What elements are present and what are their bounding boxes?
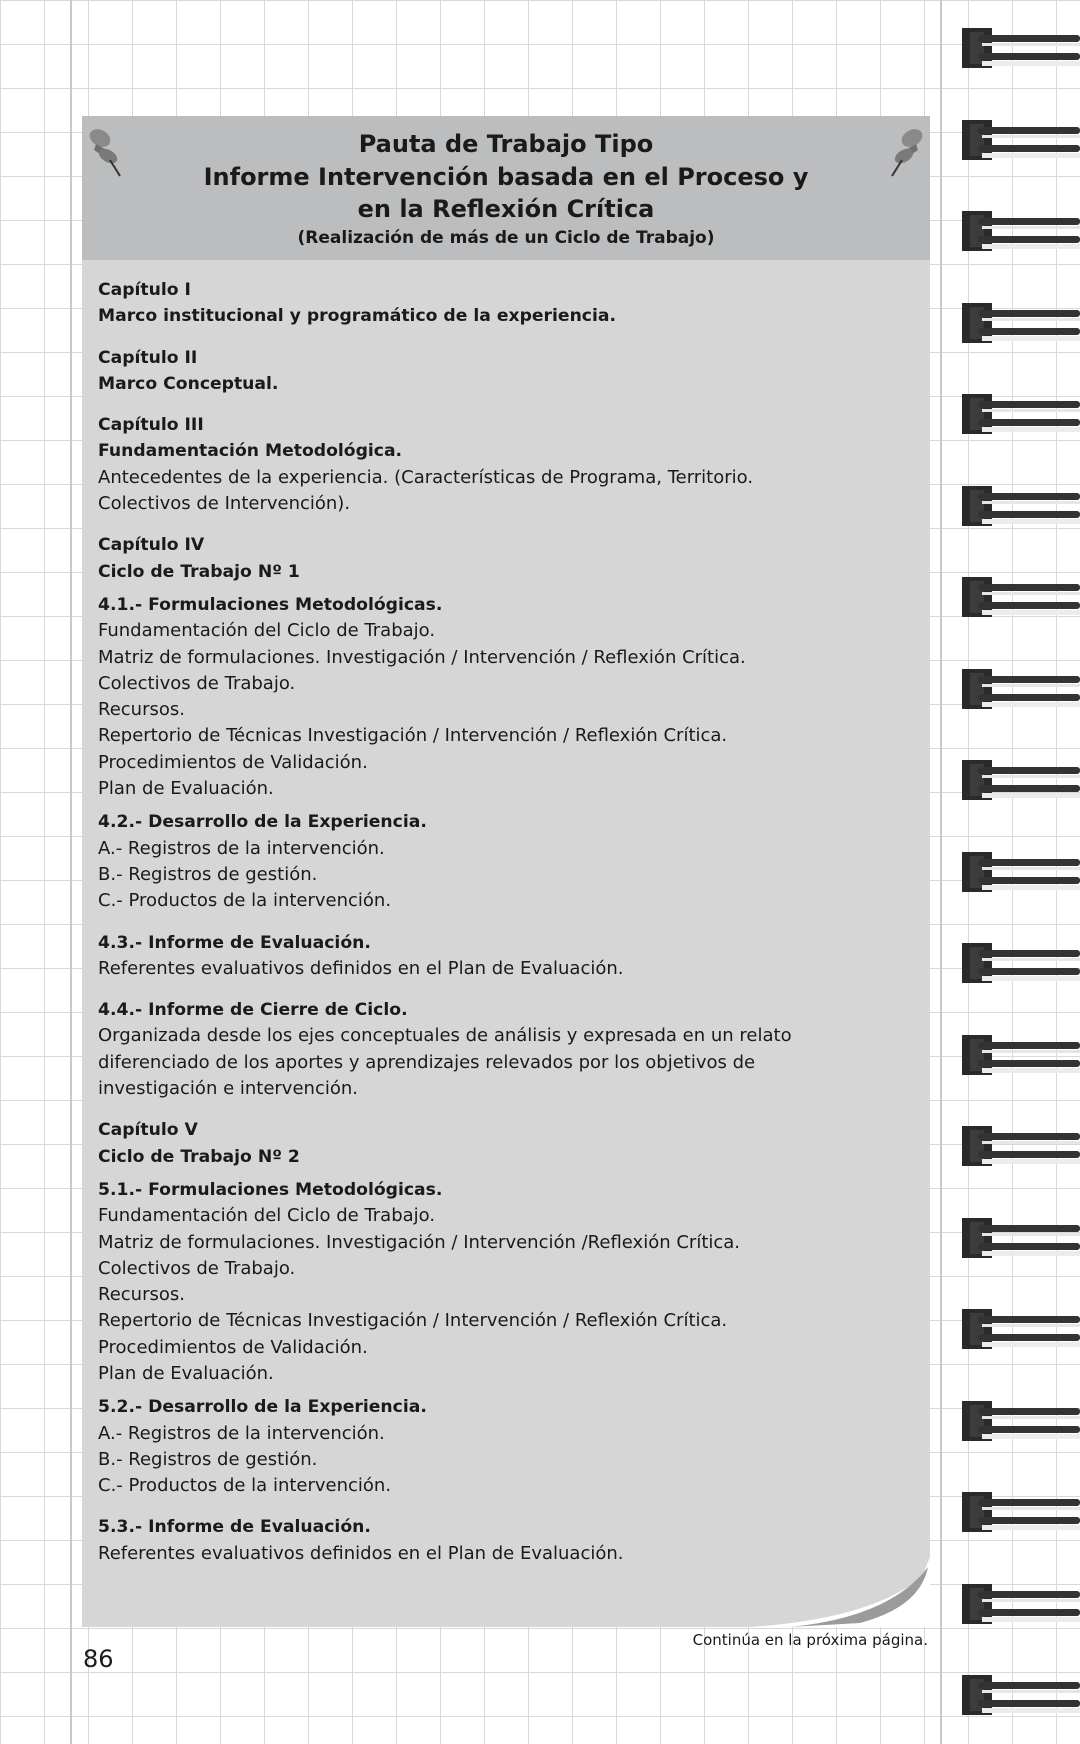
section-item: Plan de Evaluación.	[98, 778, 274, 800]
outline-section	[98, 1394, 930, 1499]
section-heading: Ciclo de Trabajo Nº 2	[98, 1146, 300, 1167]
spiral-ring-icon	[962, 209, 1080, 253]
panel-header	[82, 116, 930, 260]
section-item: Fundamentación del Ciclo de Trabajo.	[98, 1205, 436, 1227]
spiral-ring-icon	[962, 850, 1080, 894]
section-item: Colectivos de Intervención).	[98, 493, 351, 515]
section-item: Repertorio de Técnicas Investigación / Intervención / Reflexión Crítica.	[98, 1310, 728, 1332]
title-line: en la Reflexión Crítica	[357, 195, 655, 223]
spiral-ring-icon	[962, 1673, 1080, 1717]
spiral-ring-icon	[962, 758, 1080, 802]
outline-section	[98, 592, 930, 802]
section-item: C.- Productos de la intervención.	[98, 1475, 392, 1497]
section-heading: Capítulo IV	[98, 535, 205, 556]
title-line: Informe Intervención basada en el Proceso y	[203, 162, 809, 191]
continues-note: Continúa en la próxima página.	[692, 1631, 928, 1649]
spiral-ring-icon	[962, 1124, 1080, 1168]
spiral-ring-icon	[962, 1033, 1080, 1077]
page-curl	[750, 1557, 930, 1627]
outline-section	[98, 1117, 930, 1170]
outline-section	[98, 277, 930, 330]
section-heading: 5.3.- Informe de Evaluación.	[98, 1517, 371, 1538]
section-item: Procedimientos de Validación.	[98, 1336, 368, 1358]
section-heading: Marco institucional y programático de la experiencia.	[98, 306, 617, 327]
outline-section	[98, 1177, 930, 1387]
section-item: Organizada desde los ejes conceptuales de análisis y expresada en un relato	[98, 1025, 792, 1047]
section-item: A.- Registros de la intervención.	[98, 837, 385, 859]
section-item: B.- Registros de gestión.	[98, 863, 318, 885]
section-heading: Capítulo V	[98, 1120, 198, 1141]
margin-line-right	[940, 0, 942, 1744]
page-number: 86	[83, 1645, 114, 1673]
spiral-ring-icon	[962, 26, 1080, 70]
section-heading: 5.2.- Desarrollo de la Experiencia.	[98, 1397, 427, 1418]
section-item: Referentes evaluativos definidos en el Plan de Evaluación.	[98, 1542, 624, 1564]
section-item: Colectivos de Trabajo.	[98, 1257, 296, 1279]
note-panel	[82, 116, 930, 1627]
spiral-ring-icon	[962, 484, 1080, 528]
outline-content	[82, 260, 930, 1567]
spiral-ring-icon	[962, 575, 1080, 619]
section-item: Recursos.	[98, 699, 185, 721]
section-item: B.- Registros de gestión.	[98, 1448, 318, 1470]
spiral-ring-icon	[962, 1307, 1080, 1351]
outline-section	[98, 532, 930, 585]
outline-section	[98, 930, 930, 983]
section-heading: Marco Conceptual.	[98, 373, 279, 394]
section-item: C.- Productos de la intervención.	[98, 890, 392, 912]
section-heading: Ciclo de Trabajo Nº 1	[98, 561, 300, 582]
section-heading: Capítulo II	[98, 347, 198, 368]
section-item: A.- Registros de la intervención.	[98, 1422, 385, 1444]
section-heading: 4.3.- Informe de Evaluación.	[98, 932, 371, 953]
spiral-ring-icon	[962, 1582, 1080, 1626]
spiral-ring-icon	[962, 941, 1080, 985]
spiral-ring-icon	[962, 392, 1080, 436]
pushpin-icon	[86, 126, 126, 178]
section-item: Procedimientos de Validación.	[98, 751, 368, 773]
section-item: diferenciado de los aportes y aprendizajes relevados por los objetivos de	[98, 1051, 756, 1073]
spiral-ring-icon	[962, 1490, 1080, 1534]
section-heading: 4.2.- Desarrollo de la Experiencia.	[98, 812, 427, 833]
section-item: Recursos.	[98, 1284, 185, 1306]
section-item: investigación e intervención.	[98, 1078, 358, 1100]
section-item: Colectivos de Trabajo.	[98, 672, 296, 694]
section-heading: Capítulo I	[98, 280, 191, 300]
spiral-ring-icon	[962, 301, 1080, 345]
section-heading: 4.1.- Formulaciones Metodológicas.	[98, 594, 443, 615]
section-heading: 4.4.- Informe de Cierre de Ciclo.	[98, 1000, 408, 1021]
section-item: Repertorio de Técnicas Investigación / Intervención / Reflexión Crítica.	[98, 725, 728, 747]
section-item: Plan de Evaluación.	[98, 1362, 274, 1384]
title-line: Pauta de Trabajo Tipo	[358, 130, 654, 158]
section-heading: Fundamentación Metodológica.	[98, 441, 403, 462]
section-item: Referentes evaluativos definidos en el Plan de Evaluación.	[98, 957, 624, 979]
spiral-ring-icon	[962, 1399, 1080, 1443]
spiral-ring-icon	[962, 667, 1080, 711]
section-item: Antecedentes de la experiencia. (Características de Programa, Territorio.	[98, 466, 754, 488]
pushpin-icon	[886, 126, 926, 178]
outline-section	[98, 412, 930, 517]
spiral-ring-icon	[962, 1216, 1080, 1260]
section-item: Matriz de formulaciones. Investigación / Intervención / Reflexión Crítica.	[98, 646, 746, 668]
margin-line-left	[70, 0, 72, 1744]
section-item: Matriz de formulaciones. Investigación / Intervención /Reflexión Crítica.	[98, 1231, 741, 1253]
outline-section	[98, 345, 930, 398]
outline-section	[98, 997, 930, 1102]
section-heading: Capítulo III	[98, 415, 204, 436]
subtitle: (Realización de más de un Ciclo de Trabajo)	[297, 227, 715, 248]
section-heading: 5.1.- Formulaciones Metodológicas.	[98, 1179, 443, 1200]
outline-section	[98, 809, 930, 914]
spiral-ring-icon	[962, 118, 1080, 162]
section-item: Fundamentación del Ciclo de Trabajo.	[98, 620, 436, 642]
